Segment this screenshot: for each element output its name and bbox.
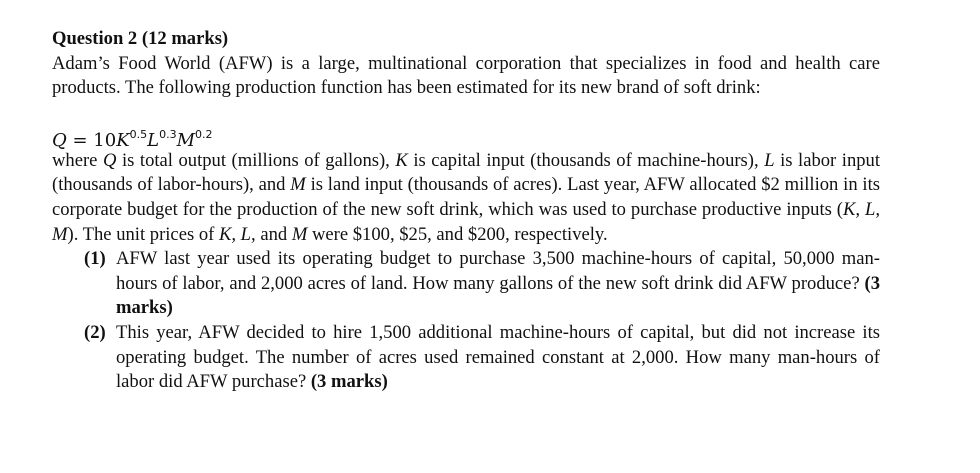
formula-l-exponent: 0.3	[159, 127, 177, 141]
desc-var-k-l: K, L,	[218, 223, 256, 245]
desc-text: is capital input (thousands of machine-hours),	[407, 149, 765, 171]
variable-description	[52, 149, 880, 247]
formula-k: K	[116, 129, 130, 151]
question-part	[52, 321, 880, 395]
part-number: (2)	[84, 321, 106, 343]
formula-m: M	[176, 129, 196, 151]
desc-text: ). The unit prices of	[67, 223, 219, 245]
spacer	[52, 101, 880, 125]
part-number: (1)	[84, 248, 106, 270]
formula-k-exponent: 0.5	[129, 127, 148, 141]
formula-l: L	[147, 129, 160, 151]
desc-var-m: M	[290, 174, 306, 196]
part-text: This year, AFW decided to hire 1,500 additional machine-hours of capital, but did not increase its operating budget. The number of acres used remained constant at 2,000. How many man-hours of labor did AFW purchase?	[116, 321, 880, 393]
desc-var-q: Q	[102, 149, 117, 171]
formula-equals: = 10	[66, 129, 117, 151]
desc-var-k: K	[395, 149, 408, 171]
part-text: AFW last year used its operating budget to purchase 3,500 machine-hours of capital, 50,000 man-hours of labor, and 2,000 acres of land. How many gallons of the new soft drink did AFW produce?	[116, 248, 880, 294]
desc-text: is total output (millions of gallons),	[116, 149, 396, 171]
part-marks: (3 marks)	[310, 371, 388, 393]
desc-text: is land input (thousands of acres). Last year, AFW allocated $2 million in its corporate budget for the production of the new soft drink, which was used to purchase productive inputs (	[52, 174, 880, 220]
desc-text: were $100, $25, and $200, respectively.	[307, 223, 608, 245]
formula-q: Q	[52, 129, 67, 151]
question-document	[52, 27, 880, 395]
desc-var-m: M	[291, 223, 308, 245]
question-intro: Adam’s Food World (AFW) is a large, multinational corporation that specializes in food and health care products. The following production function has been estimated for its new brand of soft drink:	[52, 52, 880, 99]
desc-text: and	[255, 223, 292, 245]
desc-var-inputs: K, L, M	[52, 198, 880, 245]
desc-text: where	[52, 149, 103, 171]
desc-text: is labor input (thousands of labor-hours), and	[52, 149, 880, 196]
desc-var-l: L	[764, 149, 775, 171]
part-marks: (3 marks)	[116, 272, 880, 319]
question-part	[52, 247, 880, 321]
question-parts-list	[52, 247, 880, 395]
production-function-formula	[52, 125, 880, 149]
question-title: Question 2 (12 marks)	[52, 28, 229, 49]
formula-m-exponent: 0.2	[195, 127, 213, 141]
